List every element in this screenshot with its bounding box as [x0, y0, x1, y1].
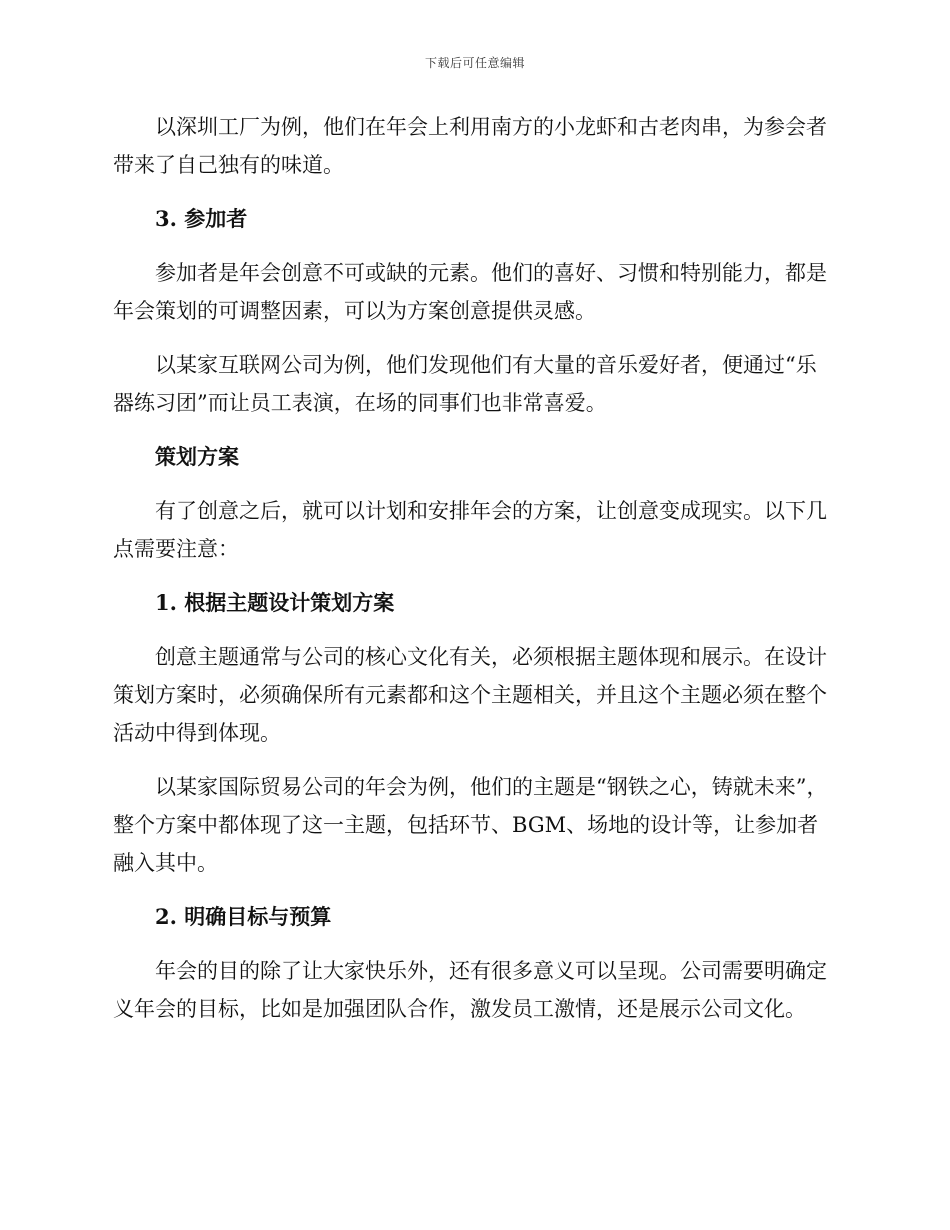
paragraph: 以某家互联网公司为例，他们发现他们有大量的音乐爱好者，便通过“乐器练习团”而让员工表演，在场的同事们也非常喜爱。	[113, 353, 817, 415]
section-heading: 策划方案	[155, 444, 239, 469]
paragraph: 参加者是年会创意不可或缺的元素。他们的喜好、习惯和特别能力，都是年会策划的可调整因素，可以为方案创意提供灵感。	[113, 261, 827, 323]
paragraph: 以某家国际贸易公司的年会为例，他们的主题是“钢铁之心，铸就未来”，整个方案中都体现了这一主题，包括环节、BGM、场地的设计等，让参加者融入其中。	[113, 775, 828, 875]
paragraph: 年会的目的除了让大家快乐外，还有很多意义可以呈现。公司需要明确定义年会的目标，比如是加强团队合作，激发员工激情，还是展示公司文化。	[113, 959, 827, 1021]
paragraph: 有了创意之后，就可以计划和安排年会的方案，让创意变成现实。以下几点需要注意：	[113, 499, 827, 561]
page-header: 下载后可任意编辑	[424, 56, 525, 70]
paragraph: 以深圳工厂为例，他们在年会上利用南方的小龙虾和古老肉串，为参会者带来了自己独有的味道。	[113, 115, 827, 177]
section-heading: 3. 参加者	[155, 206, 248, 231]
section-heading: 2. 明确目标与预算	[155, 904, 332, 929]
section-heading: 1. 根据主题设计策划方案	[155, 590, 395, 615]
document-body	[113, 108, 835, 1044]
paragraph: 创意主题通常与公司的核心文化有关，必须根据主题体现和展示。在设计策划方案时，必须确保所有元素都和这个主题相关，并且这个主题必须在整个活动中得到体现。	[113, 645, 827, 745]
